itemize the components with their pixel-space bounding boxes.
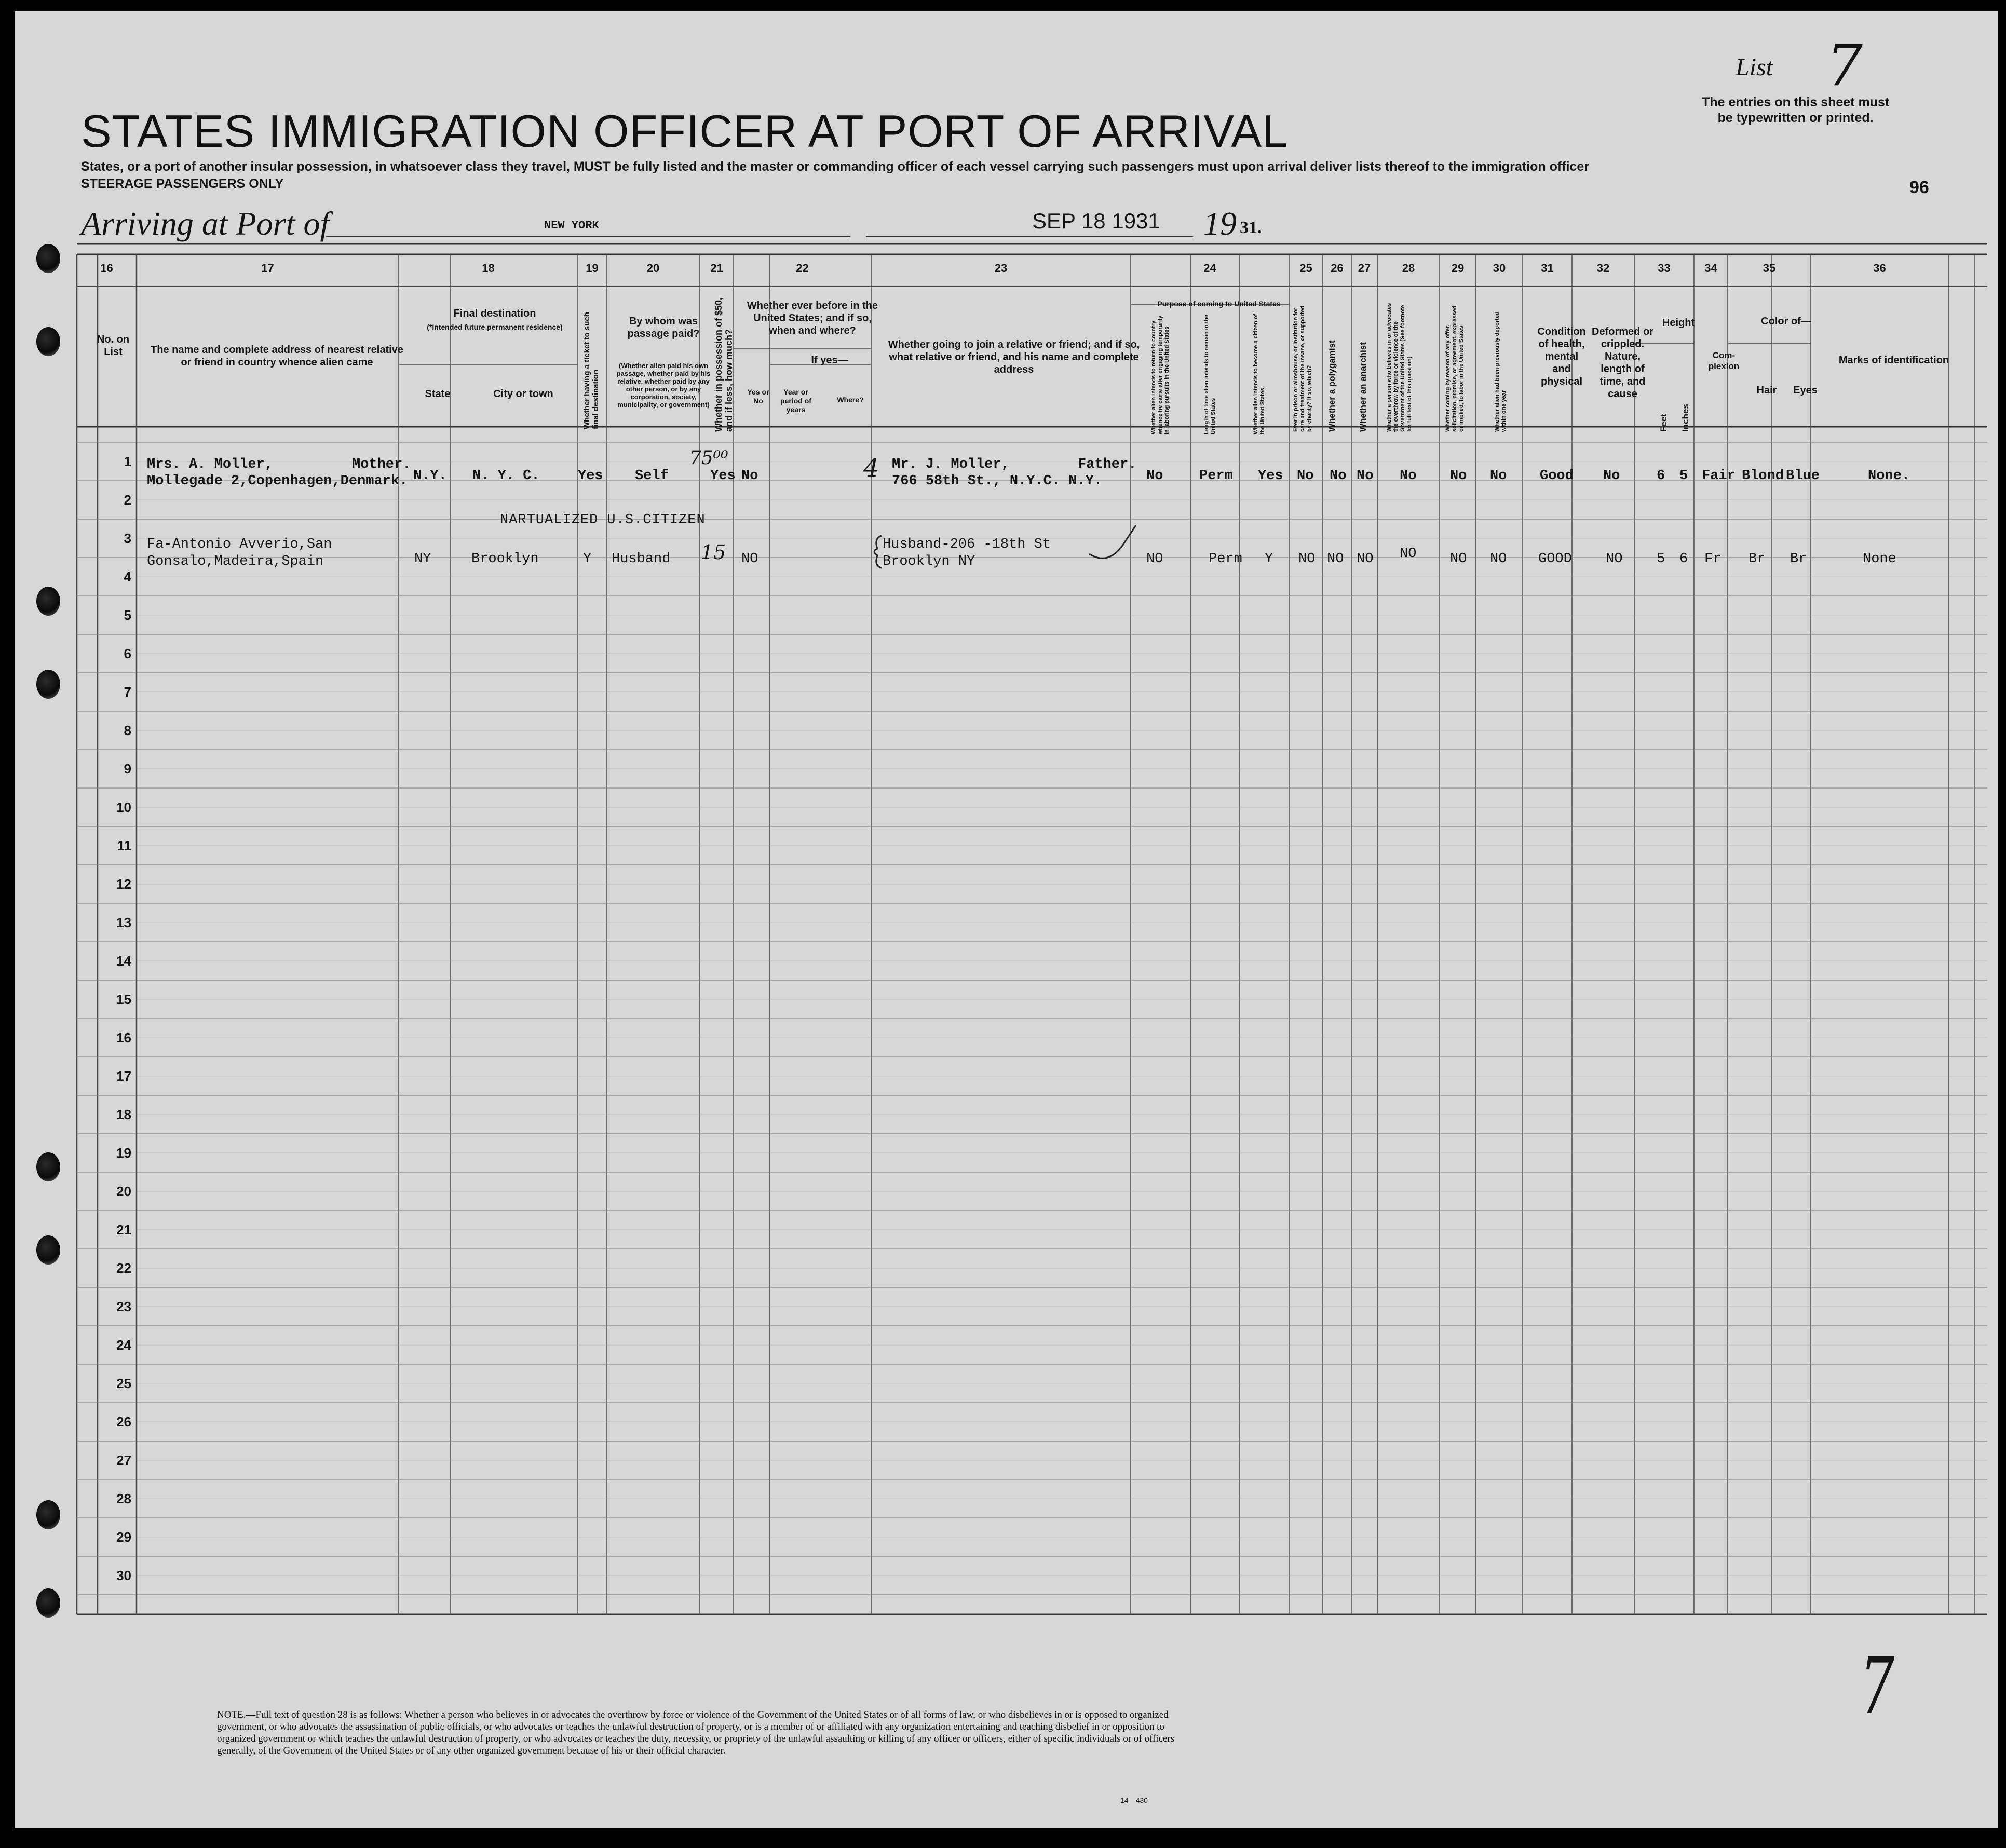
column-number: 20 xyxy=(646,262,660,275)
header-hair: Hair xyxy=(1756,385,1777,396)
steerage-label: STEERAGE PASSENGERS ONLY xyxy=(81,176,284,191)
r1-city: N. Y. C. xyxy=(472,468,540,484)
r1-return: No xyxy=(1146,468,1163,484)
r3-eyes: Br xyxy=(1790,551,1807,567)
r1-eyes: Blue xyxy=(1786,468,1820,484)
r1-relative-address: Mollegade 2,Copenhagen,Denmark. xyxy=(147,473,408,489)
column-number: 28 xyxy=(1402,262,1415,275)
row-number: 9 xyxy=(124,761,131,777)
r3-city: Brooklyn xyxy=(471,551,539,567)
r3-possession-amount: 15 xyxy=(701,541,726,564)
row-number: 1 xyxy=(124,454,131,469)
row-number: 4 xyxy=(124,569,131,585)
header-feet: Feet xyxy=(1659,414,1669,432)
column-number: 18 xyxy=(482,262,495,275)
row-number: 19 xyxy=(116,1145,131,1161)
column-number: 19 xyxy=(586,262,599,275)
header-ticket: Whether having a ticket to such final destination xyxy=(582,312,600,429)
r1-length: Perm xyxy=(1199,468,1233,484)
punch-hole xyxy=(36,1500,60,1529)
header-condition: Condition of health, mental and physical xyxy=(1537,326,1586,387)
punch-hole xyxy=(36,327,60,356)
r3-hair: Br xyxy=(1749,551,1766,567)
header-prison: Ever in prison or almshouse, or institution for care and treatment of the insane, or supported by charity? If so, which? xyxy=(1293,305,1312,432)
r3-return: NO xyxy=(1146,551,1163,567)
row-number: 2 xyxy=(124,492,131,508)
column-number: 21 xyxy=(710,262,723,275)
r1-join-relation: Father. xyxy=(1078,457,1137,472)
row-number: 11 xyxy=(117,838,131,853)
r3-prison: NO xyxy=(1298,551,1316,567)
row-number: 26 xyxy=(116,1414,131,1430)
row-number: 23 xyxy=(116,1299,131,1314)
column-number: 24 xyxy=(1203,262,1216,275)
footnote-text: NOTE.—Full text of question 28 is as follows: Whether a person who believes in or advocates the overthrow by force or violence of the Government of the United States or of all forms of law, or who disbelieves in or is opposed to organized government, or who advocates the assassination of public officials, or who advocates or teaches the unlawful destruction of property, or is a member of or affiliated with any organization entertaining and teaching disbelief in or opposition to organized government or which teaches the unlawful destruction of property, or who advocates or teaches the duty, necessity, or propriety of the unlawful assaulting or killing of any officer or officers, either of specific individuals or of officers generally, of the Government of the United States or of any other organized government because of his or their official character. xyxy=(217,1709,1175,1756)
column-number: 22 xyxy=(796,262,809,275)
year-prefix: 19 xyxy=(1203,205,1237,242)
intro-text: States, or a port of another insular possession, in whatsoever class they travel, MUST be fully listed and the master or commanding officer of each vessel carrying such passengers must upon arrival deliver lists thereof to the immigration officer xyxy=(81,159,1589,174)
page-title: STATES IMMIGRATION OFFICER AT PORT OF ARRIVAL xyxy=(81,105,1289,157)
header-by-whom-note: (Whether alien paid his own passage, whether paid by his relative, whether paid by any other person, or by any corporation, society, municipality, or government) xyxy=(616,362,711,409)
r3-relative-name: Fa-Antonio Avverio,San xyxy=(147,537,332,552)
r1-join-address: 766 58th St., N.Y.C. N.Y. xyxy=(892,473,1103,489)
row-number: 28 xyxy=(116,1491,131,1506)
r3-overthrow: NO xyxy=(1400,546,1417,562)
r3-ticket: Y xyxy=(583,551,592,567)
r1-paid-by: Self xyxy=(635,468,669,484)
column-number: 36 xyxy=(1873,262,1886,275)
r1-labor-offer: No xyxy=(1450,468,1467,484)
r1-deported: No xyxy=(1490,468,1507,484)
r1-polygamist: No xyxy=(1330,468,1347,484)
r3-before: NO xyxy=(741,551,758,567)
r3-anarchist: NO xyxy=(1357,551,1374,567)
r1-join-mark: 4 xyxy=(863,454,879,483)
punch-hole xyxy=(36,244,60,273)
typewritten-note-line-2: be typewritten or printed. xyxy=(1717,111,1874,125)
column-number: 17 xyxy=(261,262,274,275)
header-anarchist: Whether an anarchist xyxy=(1358,342,1368,432)
page-mark: 7 xyxy=(1860,1641,1895,1732)
r3-health: GOOD xyxy=(1538,551,1572,567)
r1-prison: No xyxy=(1297,468,1314,484)
r1-relative-name: Mrs. A. Moller, xyxy=(147,457,274,472)
column-number: 30 xyxy=(1493,262,1506,275)
column-number: 33 xyxy=(1658,262,1671,275)
row-number: 29 xyxy=(116,1529,131,1545)
r3-deformed: NO xyxy=(1606,551,1623,567)
date-stamp: SEP 18 1931 xyxy=(1032,209,1160,233)
r1-before: No xyxy=(741,468,758,484)
header-eyes: Eyes xyxy=(1793,385,1818,396)
r3-join-name: Husband-206 -18th St xyxy=(883,537,1051,552)
row-number: 13 xyxy=(116,915,131,930)
header-final-destination-note: (*Intended future permanent residence) xyxy=(427,323,563,331)
year-suffix: 31. xyxy=(1240,218,1262,237)
row-number: 7 xyxy=(124,684,131,700)
column-number: 31 xyxy=(1541,262,1554,275)
row-number: 24 xyxy=(116,1337,131,1353)
header-relative-address: The name and complete address of nearest relative or friend in country whence alien came xyxy=(151,344,403,368)
punch-hole xyxy=(36,1235,60,1265)
row-number: 18 xyxy=(116,1107,131,1122)
r1-deformed: No xyxy=(1603,468,1620,484)
r1-anarchist: No xyxy=(1357,468,1374,484)
punch-hole xyxy=(36,1588,60,1618)
r3-complexion: Fr xyxy=(1704,551,1722,567)
column-number: 34 xyxy=(1704,262,1717,275)
r1-ticket: Yes xyxy=(578,468,603,484)
r3-marks: None xyxy=(1863,551,1896,567)
header-period: Year or period of years xyxy=(780,388,811,414)
header-join-relative: Whether going to join a relative or friend; and if so, what relative or friend, and his name and complete address xyxy=(888,339,1140,375)
typewritten-note-line-1: The entries on this sheet must xyxy=(1702,95,1890,110)
header-purpose-length: Length of time alien intends to remain in the United States xyxy=(1203,314,1216,434)
r1-relation: Mother. xyxy=(352,457,411,472)
header-inches: Inches xyxy=(1680,404,1690,432)
header-color-of: Color of— xyxy=(1761,316,1811,327)
header-by-whom: By whom was passage paid? xyxy=(627,316,700,339)
r3-inches: 6 xyxy=(1679,551,1688,567)
r3-feet: 5 xyxy=(1657,551,1665,567)
r3-labor-offer: NO xyxy=(1450,551,1467,567)
r2-naturalized: NARTUALIZED U.S.CITIZEN xyxy=(500,512,706,528)
row-number: 16 xyxy=(116,1030,131,1045)
r3-state: NY xyxy=(414,551,431,567)
column-number: 35 xyxy=(1763,262,1776,275)
header-ever-before: Whether ever before in the United States; and if so, when and where? xyxy=(747,300,878,336)
row-number: 3 xyxy=(124,531,131,546)
header-height: Height xyxy=(1662,317,1695,329)
r1-feet: 6 xyxy=(1657,468,1665,484)
row-number: 30 xyxy=(116,1568,131,1583)
row-number: 25 xyxy=(116,1376,131,1391)
header-where: Where? xyxy=(837,396,864,404)
header-city: City or town xyxy=(493,388,553,400)
header-complexion: Com-plexion xyxy=(1708,350,1740,371)
row-number: 6 xyxy=(124,646,131,661)
r1-state: N.Y. xyxy=(413,468,447,484)
r3-relative-address: Gonsalo,Madeira,Spain xyxy=(147,554,324,569)
header-purpose-citizen: Whether alien intends to become a citizen of the United States xyxy=(1253,314,1266,434)
row-number: 14 xyxy=(116,953,131,969)
header-if-yes: If yes— xyxy=(811,355,848,366)
punch-hole xyxy=(36,670,60,699)
r1-possession-amount: 75⁰⁰ xyxy=(689,447,728,469)
r3-citizen: Y xyxy=(1265,551,1273,567)
header-no-on-list: No. on List xyxy=(97,334,130,358)
row-number: 5 xyxy=(124,607,131,623)
typewritten-note xyxy=(1702,94,1889,126)
header-state: State xyxy=(425,388,451,400)
r3-length: Perm xyxy=(1209,551,1242,567)
header-deported: Whether alien had been previously deported within one year xyxy=(1494,311,1507,432)
row-number: 27 xyxy=(116,1452,131,1468)
column-number: 27 xyxy=(1358,262,1371,275)
column-number: 26 xyxy=(1331,262,1344,275)
r1-inches: 5 xyxy=(1679,468,1688,484)
port-value: NEW YORK xyxy=(544,219,599,232)
header-final-destination: Final destination xyxy=(453,308,536,319)
column-number: 25 xyxy=(1299,262,1312,275)
r3-paid-by: Husband xyxy=(612,551,671,567)
list-number: 7 xyxy=(1826,32,1863,99)
row-number: 10 xyxy=(116,799,131,815)
header-deformed: Deformed or crippled. Nature, length of time, and cause xyxy=(1592,326,1653,400)
manifest-table-grid xyxy=(15,11,1998,1828)
row-number: 8 xyxy=(124,723,131,738)
header-marks: Marks of identification xyxy=(1838,355,1949,366)
header-polygamist: Whether a polygamist xyxy=(1327,340,1337,432)
row-number: 22 xyxy=(116,1260,131,1276)
column-number: 32 xyxy=(1596,262,1610,275)
row-number: 17 xyxy=(116,1068,131,1084)
list-label: List xyxy=(1736,53,1773,81)
r3-deported: NO xyxy=(1490,551,1507,567)
row-number: 21 xyxy=(116,1222,131,1238)
form-number: 14—430 xyxy=(1120,1796,1148,1804)
header-yes-no: Yes or No xyxy=(747,388,769,405)
row-number: 12 xyxy=(116,876,131,892)
row-number: 20 xyxy=(116,1184,131,1199)
manifest-sheet xyxy=(15,11,1998,1828)
column-number: 16 xyxy=(100,262,113,275)
header-labor-offer: Whether coming by reason of any offer, solicitation, promise, or agreement, expressed or implied, to labor in the United States xyxy=(1445,305,1465,432)
r1-overthrow: No xyxy=(1400,468,1417,484)
header-overthrow: Whether a person who believes in or advocates the overthrow by force or violence of the Government of the United States (See footnote for full text of this question) xyxy=(1386,303,1413,432)
r1-hair: Blond xyxy=(1742,468,1784,484)
header-purpose-return: Whether alien intends to return to country whence he came after engaging temporarily in laboring pursuits in the United States xyxy=(1150,315,1170,434)
r3-polygamist: NO xyxy=(1327,551,1344,567)
header-purpose: Purpose of coming to United States xyxy=(1157,300,1281,308)
r1-possession: Yes xyxy=(710,468,736,484)
r1-complexion: Fair xyxy=(1702,468,1736,484)
page-stamp: 96 xyxy=(1909,178,1929,197)
r1-marks: None. xyxy=(1868,468,1910,484)
column-number: 23 xyxy=(994,262,1008,275)
r1-join-name: Mr. J. Moller, xyxy=(892,457,1010,472)
column-number: 29 xyxy=(1451,262,1465,275)
r3-join-address: Brooklyn NY xyxy=(883,554,975,569)
r1-citizen: Yes xyxy=(1258,468,1283,484)
r1-health: Good xyxy=(1540,468,1574,484)
header-possession: Whether in possession of $50, and if less, how much? xyxy=(713,297,734,432)
punch-hole xyxy=(36,1152,60,1181)
arriving-label: Arriving at Port of xyxy=(81,205,330,242)
row-number: 15 xyxy=(116,991,131,1007)
punch-hole xyxy=(36,587,60,616)
